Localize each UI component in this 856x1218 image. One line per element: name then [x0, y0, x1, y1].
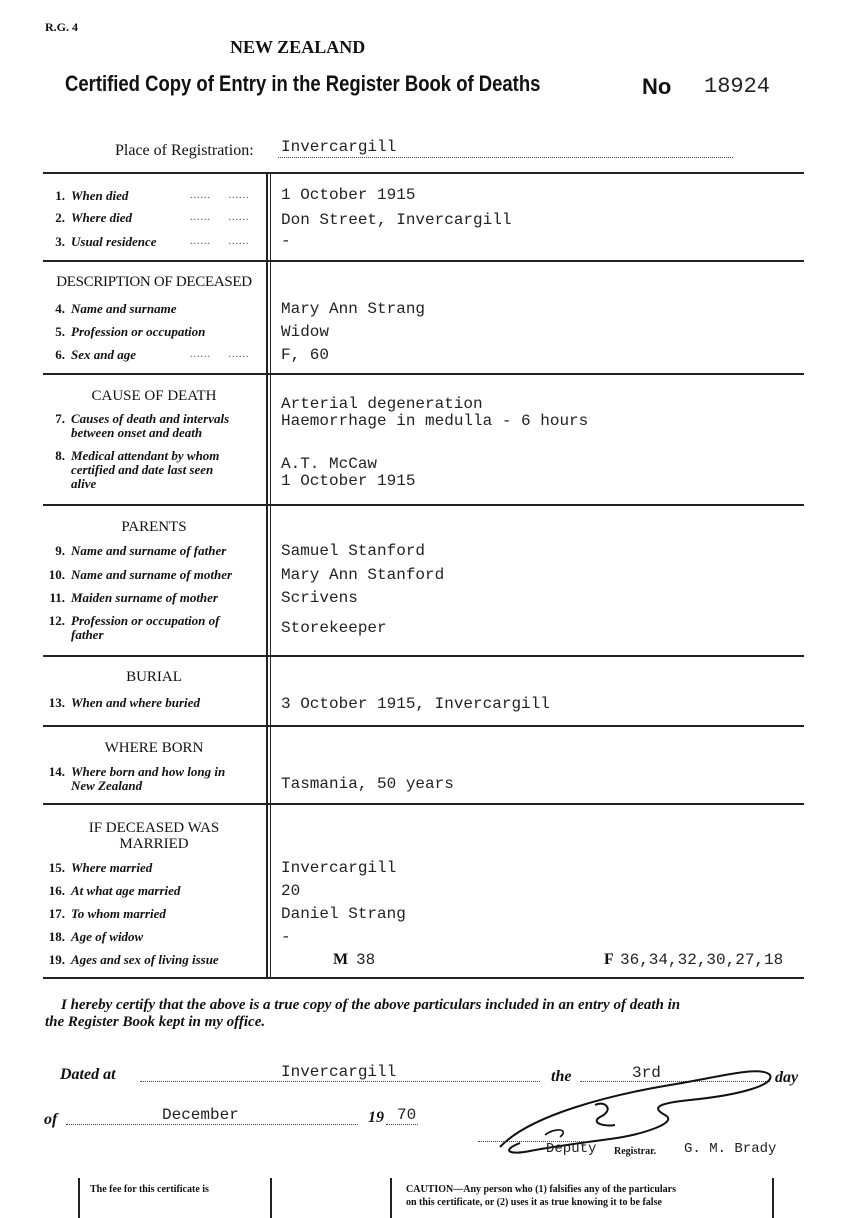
fee-box	[78, 1178, 272, 1218]
section-cause: CAUSE OF DEATH	[91, 388, 217, 404]
registrar-label: Registrar.	[614, 1146, 657, 1157]
rule-3	[43, 504, 804, 506]
field-where-died-label: 2. Where died	[55, 210, 133, 225]
field-causes-value-line2: Haemorrhage in medulla - 6 hours	[281, 412, 589, 430]
section-where-born: WHERE BORN	[104, 740, 204, 756]
field-where-married-label: 15. Where married	[48, 860, 153, 875]
issue-female-prefix: F	[604, 951, 614, 968]
field-occupation-value: Widow	[281, 323, 330, 341]
rule-6	[43, 803, 804, 805]
section-burial: BURIAL	[126, 669, 182, 685]
leader-dots: ...... ......	[190, 236, 250, 247]
field-medical-attendant-label: 8. Medical attendant by whom certified and date last seen alive	[55, 448, 220, 491]
field-spouse-value: Daniel Strang	[281, 905, 406, 923]
form-code: R.G. 4	[45, 20, 78, 34]
field-when-died-label: 1. When died	[55, 188, 129, 203]
field-name-label: 4. Name and surname	[55, 301, 177, 316]
field-living-issue-label: 19. Ages and sex of living issue	[48, 952, 219, 967]
field-father-value: Samuel Stanford	[281, 542, 426, 560]
field-causes-label: 7. Causes of death and intervals between onset and death	[55, 411, 230, 440]
registrar-name: G. M. Brady	[684, 1141, 777, 1157]
leader-dots: ...... ......	[190, 349, 250, 360]
rule-5	[43, 725, 804, 727]
day-value: 3rd	[632, 1064, 661, 1082]
day-label: day	[775, 1069, 799, 1086]
field-where-married-value: Invercargill	[281, 859, 397, 877]
field-maiden-surname-value: Scrivens	[281, 589, 358, 607]
field-usual-residence-label: 3. Usual residence	[55, 234, 157, 249]
field-sex-age-label: 6. Sex and age	[55, 347, 136, 362]
section-married-line2: MARRIED	[119, 836, 189, 852]
section-description: DESCRIPTION OF DECEASED	[56, 274, 252, 290]
leader-dots: ...... ......	[190, 190, 250, 201]
field-widow-age-value: -	[281, 928, 291, 946]
year-prefix: 19	[368, 1109, 384, 1126]
field-medical-attendant-value-line1: A.T. McCaw	[281, 455, 378, 473]
field-father-label: 9. Name and surname of father	[55, 543, 227, 558]
deputy-label: Deputy	[546, 1141, 597, 1157]
field-where-died-value: Don Street, Invercargill	[281, 211, 512, 229]
column-divider-b	[270, 172, 271, 977]
rule-1	[43, 260, 804, 262]
field-where-born-value: Tasmania, 50 years	[281, 775, 454, 793]
section-married-line1: IF DECEASED WAS	[88, 820, 220, 836]
column-divider-a	[266, 172, 268, 977]
field-sex-age-value: F, 60	[281, 346, 330, 364]
registration-dots	[278, 157, 733, 158]
registration-value: Invercargill	[281, 138, 397, 156]
issue-male-value: 38	[356, 951, 376, 969]
year-dots	[386, 1124, 418, 1125]
field-medical-attendant-value-line2: 1 October 1915	[281, 472, 416, 490]
page-title: Certified Copy of Entry in the Register Book of Deaths	[65, 71, 541, 96]
number-label: No	[642, 74, 672, 99]
field-father-occupation-label: 12. Profession or occupation of father	[48, 613, 220, 642]
caution-box	[390, 1178, 774, 1218]
of-label: of	[44, 1111, 58, 1128]
leader-dots: ...... ......	[190, 212, 250, 223]
issue-female-value: 36,34,32,30,27,18	[620, 951, 784, 969]
field-burial-value: 3 October 1915, Invercargill	[281, 695, 550, 713]
field-spouse-label: 17. To whom married	[48, 906, 166, 921]
dated-label: Dated at	[60, 1066, 116, 1083]
field-age-married-label: 16. At what age married	[48, 883, 181, 898]
dated-dots	[140, 1081, 540, 1082]
field-usual-residence-value: -	[281, 232, 291, 250]
issue-male-prefix: M	[333, 951, 349, 968]
certification-text: I hereby certify that the above is a true copy of the above particulars included in an entry of death in the Register Book kept in my office.	[45, 997, 681, 1030]
caution-text: CAUTION—Any person who (1) falsifies any of the particulars on this certificate, or (2) uses it as true knowing it to be false	[406, 1184, 676, 1208]
field-occupation-label: 5. Profession or occupation	[55, 324, 206, 339]
registration-label: Place of Registration:	[115, 142, 254, 159]
country-heading: NEW ZEALAND	[230, 37, 366, 57]
year-value: 70	[397, 1106, 417, 1124]
field-maiden-surname-label: 11. Maiden surname of mother	[49, 590, 218, 605]
field-name-value: Mary Ann Strang	[281, 300, 426, 318]
rule-2	[43, 373, 804, 375]
field-age-married-value: 20	[281, 882, 301, 900]
field-when-died-value: 1 October 1915	[281, 186, 416, 204]
dated-place: Invercargill	[281, 1063, 397, 1081]
rule-4	[43, 655, 804, 657]
fee-text: The fee for this certificate is	[90, 1184, 209, 1195]
field-where-born-label: 14. Where born and how long in New Zealand	[48, 764, 226, 793]
field-burial-label: 13. When and where buried	[48, 695, 200, 710]
field-mother-value: Mary Ann Stanford	[281, 566, 445, 584]
field-father-occupation-value: Storekeeper	[281, 619, 387, 637]
certificate-number: 18924	[704, 74, 771, 99]
rule-bottom	[43, 977, 804, 979]
section-parents: PARENTS	[121, 519, 187, 535]
month-value: December	[162, 1106, 239, 1124]
field-mother-label: 10. Name and surname of mother	[48, 567, 233, 582]
rule-top	[43, 172, 804, 174]
field-causes-value-line1: Arterial degeneration	[281, 395, 483, 413]
field-widow-age-label: 18. Age of widow	[48, 929, 144, 944]
the-label: the	[551, 1068, 572, 1085]
month-dots	[66, 1124, 358, 1125]
